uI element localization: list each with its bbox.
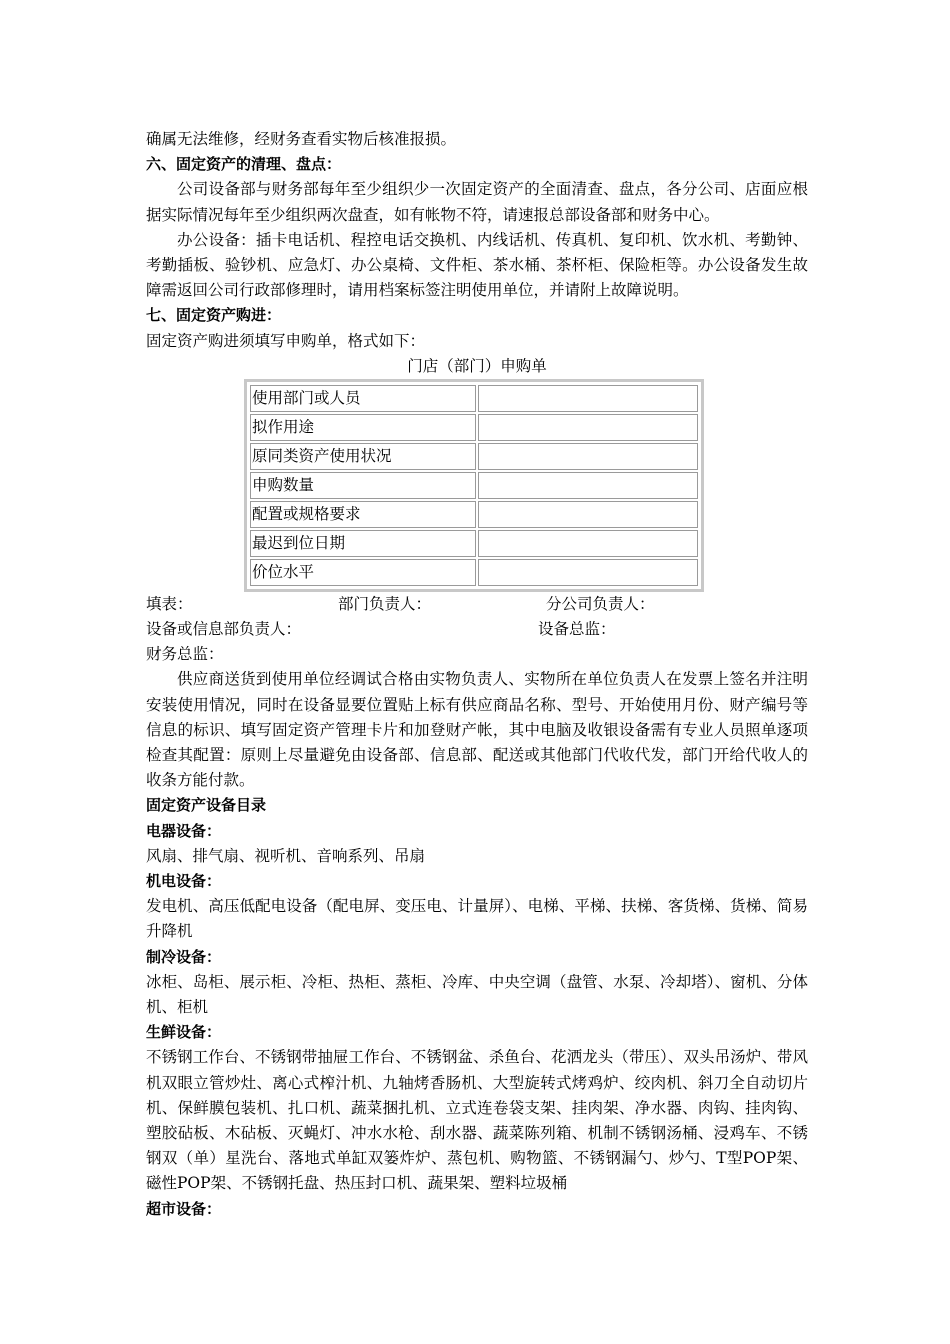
section7-intro: 固定资产购进须填写申购单，格式如下： xyxy=(146,331,426,350)
form-row-label: 使用部门或人员 xyxy=(250,385,476,412)
form-row-label: 拟作用途 xyxy=(250,414,476,441)
refrigeration-items: 冰柜、岛柜、展示柜、冷柜、热柜、蒸柜、冷库、中央空调（盘管、水泵、冷却塔）、窗机、分体机、柜机 xyxy=(146,972,808,1017)
fresh-items: 不锈钢工作台、不锈钢带抽屉工作台、不锈钢盆、杀鱼台、花洒龙头（带压）、双头吊汤炉、带风机双眼立管炒灶、离心式榨汁机、九轴烤香肠机、大型旋转式烤鸡炉、绞肉机、斜刀全自动切片机、保鲜膜包装机、扎口机、蔬菜捆扎机、立式连卷袋支架、挂肉架、净水器、肉钩、挂肉钩、塑胶砧板、木砧板、灭蝇灯、冲水水枪、刮水器、蔬菜陈列箱、机制不锈钢汤桶、浸鸡车、不锈钢双（单）星洗台、落地式单缸双篓炸炉、蒸包机、购物篮、不锈钢漏勺、炒勺、T型POP架、磁性POP架、不锈钢托盘、热压封口机、蔬果架、塑料垃圾桶 xyxy=(146,1048,808,1193)
form-row xyxy=(250,559,698,586)
signature-dept-head: 部门负责人： xyxy=(338,594,432,613)
signature-branch-head: 分公司负责人： xyxy=(546,594,655,613)
purchase-form xyxy=(244,379,704,592)
form-row-value xyxy=(478,501,698,528)
intro-tail-paragraph: 确属无法维修，经财务查看实物后核准报损。 xyxy=(146,130,457,148)
form-row-value xyxy=(478,472,698,499)
signature-row-2 xyxy=(146,617,808,642)
form-row-value xyxy=(478,530,698,557)
purchase-form-title: 门店（部门）申购单 xyxy=(407,356,547,375)
form-row xyxy=(250,501,698,528)
form-row xyxy=(250,414,698,441)
section6-paragraph-office-equipment: 办公设备：插卡电话机、程控电话交换机、内线话机、传真机、复印机、饮水机、考勤钟、考勤插板、验钞机、应急灯、办公桌椅、文件柜、茶水桶、茶杯柜、保险柜等。办公设备发生故障需返回公司行政部修理时，请用档案标签注明使用单位，并请附上故障说明。 xyxy=(146,230,808,300)
catalog-heading: 固定资产设备目录 xyxy=(146,796,267,815)
form-row-value xyxy=(478,559,698,586)
form-row-label: 原同类资产使用状况 xyxy=(250,443,476,470)
form-row-label: 最迟到位日期 xyxy=(250,530,476,557)
signature-row-3 xyxy=(146,642,808,667)
section6-paragraph-inventory: 公司设备部与财务部每年至少组织少一次固定资产的全面清查、盘点，各分公司、店面应根据实际情况每年至少组织两次盘查，如有帐物不符，请速报总部设备部和财务中心。 xyxy=(146,180,808,224)
document-page xyxy=(146,127,808,1222)
section7-heading: 七、固定资产购进： xyxy=(146,306,282,325)
form-row-value xyxy=(478,443,698,470)
form-row xyxy=(250,443,698,470)
fresh-heading: 生鲜设备： xyxy=(146,1023,222,1042)
form-row-label: 配置或规格要求 xyxy=(250,501,476,528)
signature-row-1 xyxy=(146,592,808,617)
form-row xyxy=(250,385,698,412)
electrical-heading: 电器设备： xyxy=(146,821,222,840)
refrigeration-heading: 制冷设备： xyxy=(146,947,222,966)
purchase-form-table xyxy=(248,383,700,588)
signature-equip-info-head: 设备或信息部负责人： xyxy=(146,620,302,639)
form-row xyxy=(250,472,698,499)
supermarket-heading: 超市设备： xyxy=(146,1199,222,1218)
mechanical-heading: 机电设备： xyxy=(146,872,222,891)
signature-finance-director: 财务总监： xyxy=(146,645,224,664)
signature-filler: 填表： xyxy=(146,594,193,613)
form-row-label: 价位水平 xyxy=(250,559,476,586)
electrical-items: 风扇、排气扇、视听机、音响系列、吊扇 xyxy=(146,846,426,865)
delivery-paragraph: 供应商送货到使用单位经调试合格由实物负责人、实物所在单位负责人在发票上签名并注明安装使用情况，同时在设备显要位置贴上标有供应商品名称、型号、开始使用月份、财产编号等信息的标识、填写固定资产管理卡片和加登财产帐，其中电脑及收银设备需有专业人员照单逐项检查其配置：原则上尽量避免由设备部、信息部、配送或其他部门代收代发，部门开给代收人的收条方能付款。 xyxy=(146,670,808,790)
form-row-value xyxy=(478,385,698,412)
section6-heading: 六、固定资产的清理、盘点： xyxy=(146,155,342,174)
form-row-label: 申购数量 xyxy=(250,472,476,499)
mechanical-items: 发电机、高压低配电设备（配电屏、变压电、计量屏）、电梯、平梯、扶梯、客货梯、货梯、简易升降机 xyxy=(146,897,808,941)
signature-equip-director: 设备总监： xyxy=(538,620,616,639)
form-row xyxy=(250,530,698,557)
form-row-value xyxy=(478,414,698,441)
